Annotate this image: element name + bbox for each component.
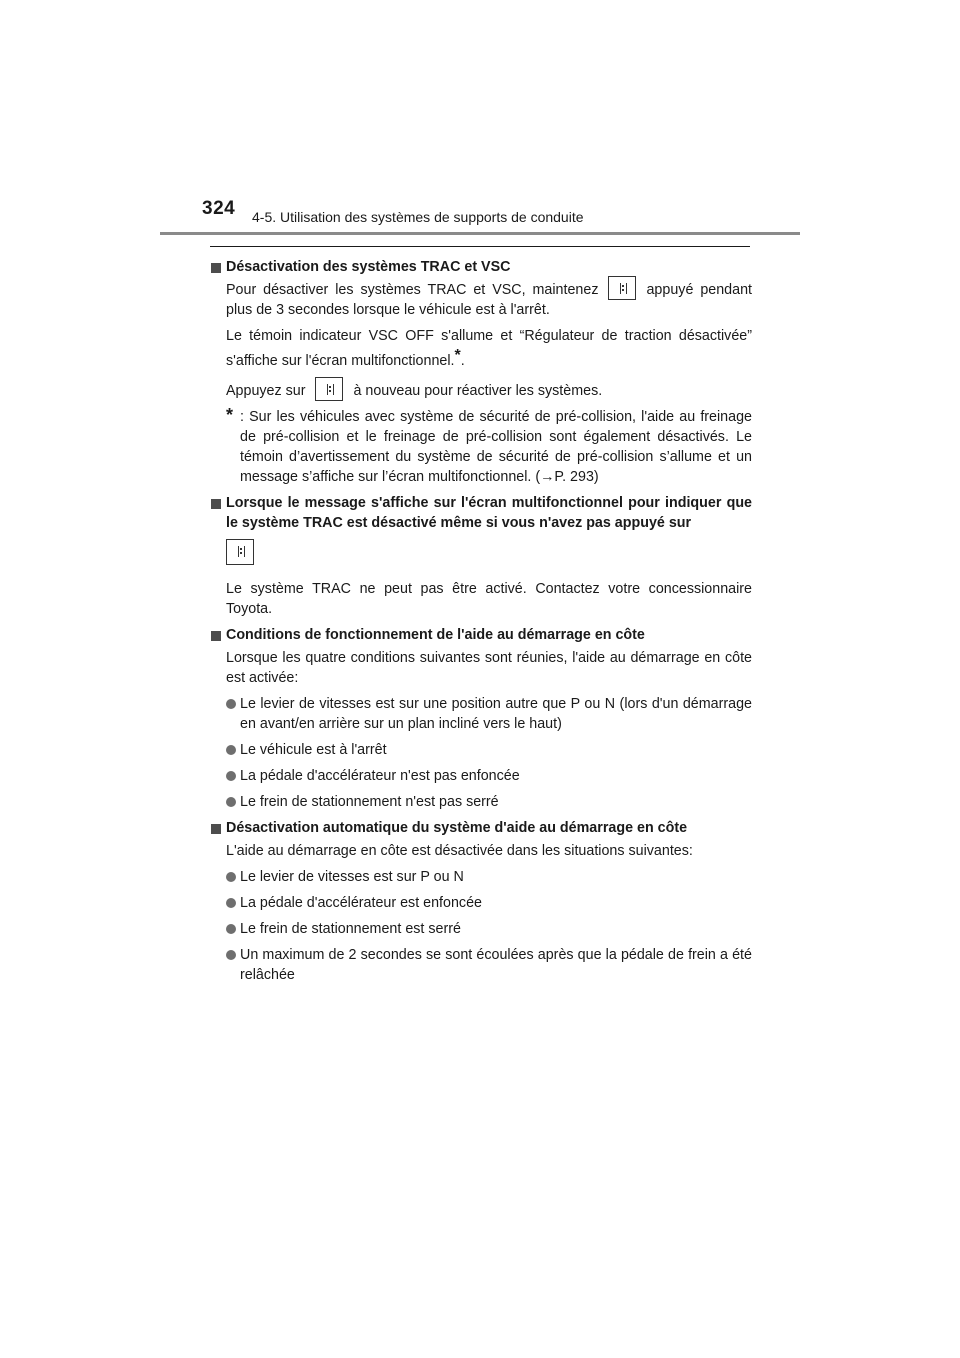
heading-hill-start-conditions: Conditions de fonctionnement de l'aide au démarrage en côte [210, 625, 752, 645]
footnote-star: * [454, 347, 461, 365]
vsc-off-button-icon [226, 539, 254, 565]
icon-line [210, 539, 752, 569]
page-content [210, 257, 752, 991]
bullet-icon [226, 771, 236, 781]
bullet-icon [226, 745, 236, 755]
header-divider [160, 232, 800, 235]
paragraph-deactivate-instructions: Pour désactiver les systèmes TRAC et VSC, maintenez appuyé pendant plus de 3 secondes lorsque le véhicule est à l'arrêt. [210, 280, 752, 320]
heading-trac-message: Lorsque le message s'affiche sur l'écran multifonctionnel pour indiquer que le système TRAC est désactivé même si vous n'avez pas appuyé sur [210, 493, 752, 533]
list-item: Le véhicule est à l'arrêt [210, 740, 752, 760]
content-divider [210, 246, 750, 247]
paragraph-conditions-intro: Lorsque les quatre conditions suivantes sont réunies, l'aide au démarrage en côte est activée: [226, 650, 752, 687]
list-item: Un maximum de 2 secondes se sont écoulées après que la pédale de frein a été relâchée [210, 945, 752, 985]
vsc-off-button-icon [608, 276, 636, 300]
page-number: 324 [202, 198, 236, 219]
footnote-star: * [226, 405, 234, 426]
square-marker-icon [211, 263, 221, 273]
footnote: * : Sur les véhicules avec système de sécurité de pré-collision, l'aide au freinage de pré-collision et le freinage de pré-collision sont également désactivés. Le témoin d’avertissement du système de sécurité de pré-collision s’allume et un message s’affiche sur l’écran multifonctionnel. (→P. 293) [226, 405, 752, 486]
list-item: Le frein de stationnement est serré [210, 919, 752, 939]
paragraph-indicator: Le témoin indicateur VSC OFF s'allume et “Régulateur de traction désactivée” s'affiche sur l'écran multifonctionnel.*. [226, 328, 752, 370]
heading-trac-vsc-off: Désactivation des systèmes TRAC et VSC [210, 257, 752, 277]
paragraph-contact-dealer: Le système TRAC ne peut pas être activé. Contactez votre concessionnaire Toyota. [226, 581, 752, 618]
bullet-icon [226, 797, 236, 807]
section-title: 4-5. Utilisation des systèmes de supports de conduite [252, 209, 584, 225]
heading-hill-start-auto-off: Désactivation automatique du système d'aide au démarrage en côte [210, 818, 752, 838]
bullet-icon [226, 924, 236, 934]
list-item: La pédale d'accélérateur est enfoncée [210, 893, 752, 913]
list-item: Le levier de vitesses est sur P ou N [210, 867, 752, 887]
bullet-icon [226, 898, 236, 908]
list-item: Le frein de stationnement n'est pas serré [210, 792, 752, 812]
bullet-icon [226, 950, 236, 960]
paragraph-auto-off-intro: L'aide au démarrage en côte est désactivée dans les situations suivantes: [226, 843, 693, 860]
list-item: La pédale d'accélérateur n'est pas enfoncée [210, 766, 752, 786]
square-marker-icon [211, 824, 221, 834]
square-marker-icon [211, 499, 221, 509]
vsc-off-button-icon [315, 377, 343, 401]
bullet-icon [226, 872, 236, 882]
list-item: Le levier de vitesses est sur une position autre que P ou N (lors d'un démarrage en avant/en arrière sur un plan incliné vers le haut) [210, 694, 752, 734]
paragraph-reactivate: Appuyez sur à nouveau pour réactiver les systèmes. [210, 381, 752, 401]
square-marker-icon [211, 631, 221, 641]
bullet-icon [226, 699, 236, 709]
